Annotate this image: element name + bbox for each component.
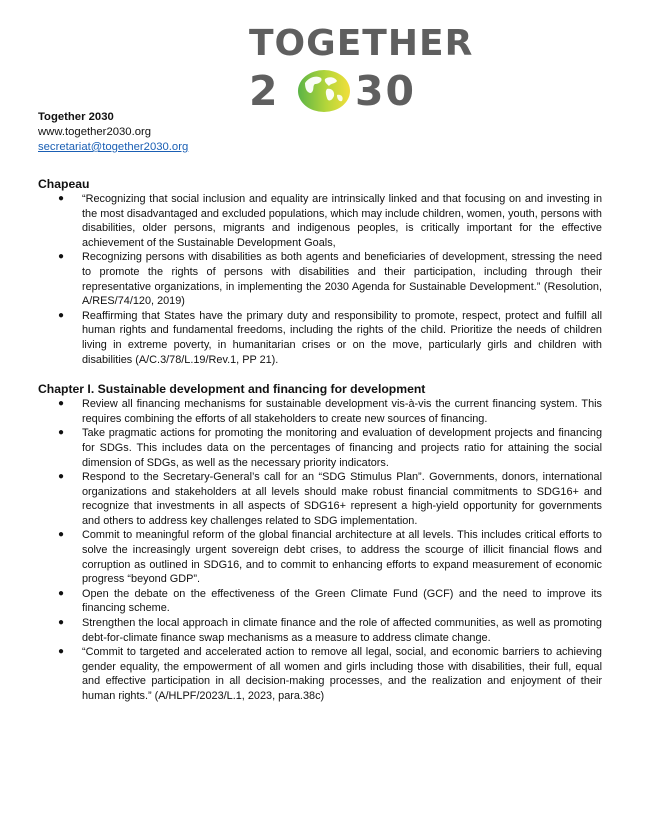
list-item: [38, 470, 602, 528]
document-body: [38, 176, 602, 704]
list-item-text: Respond to the Secretary-General’s call for an “SDG Stimulus Plan”. Governments, donors, international organizations and stakeholders at all levels should make robust financial commitments to SDG16+ and recognize that investments in all aspects of SDG16+ represent a high-yield opportunity for governments and others to address key challenges related to SDG implementation.: [82, 471, 602, 527]
bullet-list: [38, 397, 602, 703]
website-text: www.together2030.org: [38, 126, 152, 138]
bullet-icon: ●: [58, 398, 65, 410]
logo-wordmark-top: TOGETHER: [249, 23, 474, 64]
logo-digits-30: 30: [355, 67, 417, 115]
globe-icon: [297, 69, 351, 113]
list-item: [38, 309, 602, 367]
bullet-icon: ●: [58, 427, 65, 439]
bullet-icon: ●: [58, 251, 65, 263]
bullet-list: [38, 192, 602, 367]
bullet-icon: ●: [58, 193, 65, 204]
bullet-icon: ●: [58, 309, 65, 321]
list-item-text: Reaffirming that States have the primary duty and responsibility to promote, respect, protect and fulfill all human rights and fundamental freedoms, including the rights of the child. Prioritize the needs of children living in extreme poverty, in humanitarian crises or on the move, particularly girls and children with disabilities (A/C.3/78/L.19/Rev.1, PP 21).: [82, 309, 602, 366]
list-item: [38, 587, 602, 616]
logo-wordmark-bottom: [249, 68, 459, 114]
list-item: [38, 426, 602, 470]
organization-header: [38, 110, 188, 155]
list-item-text: “Commit to targeted and accelerated action to remove all legal, social, and economic barriers to achieving gender equality, the empowerment of all women and girls including those with disabilities, their full, equal and effective participation in all decision-making processes, and the realization and enjoyment of their human rights.” (A/HLPF/2023/L.1, 2023, para.38c): [82, 646, 602, 702]
email-link[interactable]: secretariat@together2030.org: [38, 141, 189, 153]
section-title: Chapter I. Sustainable development and financing for development: [38, 382, 426, 397]
list-item: [38, 528, 602, 586]
bullet-icon: ●: [58, 617, 65, 629]
bullet-icon: ●: [58, 471, 65, 483]
together-2030-logo: [249, 23, 474, 116]
list-item: [38, 397, 602, 426]
list-item-text: Strengthen the local approach in climate finance and the role of affected communities, as well as promoting debt-for-climate finance swap mechanisms as a measure to address climate change.: [82, 617, 602, 644]
list-item-text: Review all financing mechanisms for sustainable development vis-à-vis the current financing system. This requires combining the efforts of all stakeholders to create new sources of financing.: [82, 398, 602, 425]
list-item: [38, 645, 602, 703]
list-item: [38, 250, 602, 308]
list-item-text: Open the debate on the effectiveness of the Green Climate Fund (GCF) and the need to improve its financing scheme.: [82, 587, 602, 615]
organization-name: Together 2030: [38, 111, 114, 123]
list-item-text: Recognizing persons with disabilities as both agents and beneficiaries of development, stressing the need to promote the rights of persons with disabilities and their participation, including through their representative organizations, in implementing the 2030 Agenda for Sustainable Development.” (Resolution, A/RES/74/120, 2019): [82, 251, 602, 308]
list-item-text: Take pragmatic actions for promoting the monitoring and evaluation of development projects and financing for SDGs. This includes data on the percentages of financing and projects ratio for attaining the social dimension of SDGs, as well as the necessary priority indicators.: [82, 427, 602, 469]
logo-digit-2: 2: [249, 67, 278, 115]
bullet-icon: ●: [58, 587, 65, 599]
list-item: [38, 192, 602, 250]
list-item-text: Commit to meaningful reform of the global financial architecture at all levels. This includes critical efforts to solve the increasingly urgent sovereign debt crises, to address the scourge of illicit financial flows and corruption as outlined in SDG16, and to commit to enhancing efforts to expand measurement of economic progress “beyond GDP”.: [82, 529, 602, 586]
bullet-icon: ●: [58, 646, 65, 658]
bullet-icon: ●: [58, 529, 65, 541]
section-title: Chapeau: [38, 177, 90, 191]
section-chapeau: [38, 176, 602, 367]
list-item: [38, 616, 602, 645]
list-item-text: “Recognizing that social inclusion and equality are intrinsically linked and that focusing on and investing in the most disadvantaged and excluded populations, which may include children, women, youth, persons with disabilities, older persons, migrants and indigenous peoples, is critically important for the effective achievement of the Sustainable Development Goals,: [82, 193, 602, 249]
section-chapter-1: [38, 381, 602, 703]
